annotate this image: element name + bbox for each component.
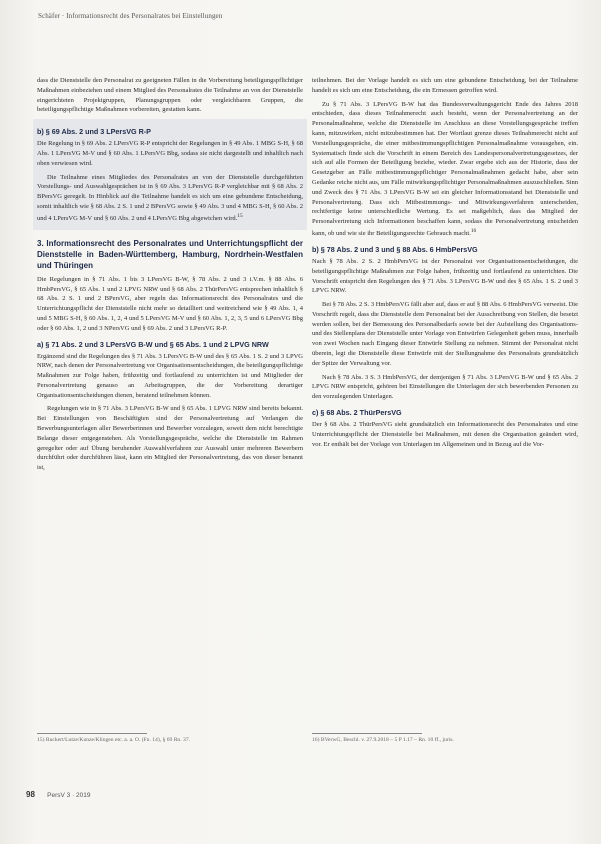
paragraph: Die Regelungen in § 71 Abs. 1 bis 3 LPersVG B-W, § 78 Abs. 2 und 3 i.V.m. § 88 Abs. 6 HmbPersVG, § 65 Abs. 1 und 2 LPVG NRW und § 68 Abs. 2 ThürPersVG entsprechen inhaltlich § 68 Abs. 2 S. 1 und 2 BPersVG, aber regeln das Informationsrecht des Personalrates und die Unterrichtungspflicht der Dienststelle nicht mehr so detailliert und weitreichend wie § 49 Abs. 1, 4 und 5 MBG S-H, § 60 Abs. 1, 2, 4 und 5 LPersVG M-V und § 60 Abs. 1, 2, 3, 5 und 6 LPersVG Bbg oder § 60 Abs. 1, 2 und 3 NPersVG und § 69 Abs. 2 und 3 LPersVG R-P. [37, 275, 303, 332]
paragraph-text: Zu § 71 Abs. 3 LPersVG B-W hat das Bundesverwaltungsgericht Ende des Jahres 2018 entschieden, dass dieses Teilnahmerecht auch besteht, wenn der Personalvertretung an der Personalmaßnahme, welche die Dienststelle im Anschluss an diese Vorstellungsgespräche treffen kann, mitzuwirken, nicht mitzubestimmen hat. Der Wortlaut grenze dieses Teilnahmerecht nicht auf Vorstellungsgespräche, die einer mitbestimmungspflichtigen Personalmaßnahme vorausgehen, ein. Systematisch finde sich die Vorschrift in einem Bereich des Landespersonalvertretungsgesetzes, der sich auf alle Formen der Beteiligung beziehe, wieder. Zwar ergebe sich aus der Historie, dass der Gesetzgeber an Fälle mitbestimmungspflichtiger Personalmaßnahmen gedacht habe, aber sein Gedanke reiche nicht aus, um Fälle mitwirkungspflichtiger Personalmaßnahmen auszuschließen. Sinn und Zweck des § 71 Abs. 3 LPersVG B-W sei ein gleicher Informationsstand bei Dienststelle und Personalvertretung. Dass sich Mitbestimmungs- und Mitwirkungsverfahren unterscheiden, rechtfertige keine unterschiedliche Wertung. Es sei maßgeblich, dass das Mitglied der Personalvertretung sich Informationen beschaffen kann, sodass die Personalvertretung entscheiden kann, ob und wie sie ihr Beteiligungsrechte Gebrauch macht. [312, 100, 578, 238]
paragraph: Nach § 78 Abs. 3 S. 3 HmbPersVG, der demjenigen § 71 Abs. 3 LPersVG B-W und § 65 Abs. 2 LPVG NRW entspricht, gehören bei Einstellungen die Unterlagen der sich bewerbenden Personen zu den vorzulegenden Unterlagen. [312, 373, 578, 401]
footnote-ref: 15 [237, 212, 243, 219]
section-heading: b) § 69 Abs. 2 und 3 LPersVG R-P [37, 127, 151, 137]
paragraph: Die Regelung in § 69 Abs. 2 LPersVG R-P entspricht der Regelungen in § 49 Abs. 1 MBG S-H, § 68 Abs. 1 LPersVG M-V und § 60 Abs. 1 LPersVG Bbg, sodass sie nicht dargestellt und inhaltlich nach oben verwiesen wird. [37, 140, 303, 167]
paragraph: Regelungen wie in § 71 Abs. 3 LPersVG B-W und § 65 Abs. 1 LPVG NRW sind bereits bekannt. Bei Einstellungen von Beschäftigten sind der Personalvertretung auf Verlangen die Bewerbungsunterlagen aller Bewerberinnen und Bewerber vorzulegen, soweit dem nicht berechtigte Belange dieser entgegenstehen. Als Vorstellungsgespräche, welche die Dienststelle im Rahmen geregelter oder auf Übung beruhender Auswahlverfahren zur Auswahl unter mehreren Bewerbern durchführt oder durchführen lässt, kann ein Mitglied der Personalvertretung, das von dieser benannt ist, [37, 405, 303, 472]
footnote-divider [37, 733, 147, 734]
page-number: 98 [26, 790, 35, 799]
paragraph-text: Die Teilnahme eines Mitgliedes des Personalrates an von der Dienststelle durchgeführten Vorstellungs- und Auswahlgesprächen ist in § 69 Abs. 3 LPersVG R-P vergleichbar mit § 68 Abs. 2 BPersVG geregelt. In Hinblick auf die Teilnahme handelt es sich um eine gebundene Entscheidung, somit inhaltlich wie § 68 Abs. 2 S. 1 und 2 BPersVG sowie § 49 Abs. 3 und 4 MBG S-H, § 60 Abs. 2 und 4 LPersVG M-V und § 60 Abs. 2 und 4 LPersVG Bbg abgewichen wird. [37, 173, 303, 222]
journal-issue: PersV 3 · 2019 [47, 792, 91, 799]
highlight-box [33, 119, 307, 230]
footnote: 16) BVerwG, Beschl. v. 27.9.2018 – 5 P 1.17 – Rn. 10 ff., juris. [312, 737, 454, 743]
section-heading: b) § 78 Abs. 2 und 3 und § 88 Abs. 6 HmbPersVG [312, 244, 478, 254]
left-column [37, 76, 303, 477]
section-heading: a) § 71 Abs. 2 und 3 LPersVG B-W und § 65 Abs. 1 und 2 LPVG NRW [37, 339, 269, 349]
paragraph: Ergänzend sind die Regelungen des § 71 Abs. 3 LPersVG B-W und des § 65 Abs. 1 S. 2 und 3 LPVG NRW, nach denen der Personalvertretung vor Organisationsentscheidungen, die beteiligungspflichtige Maßnahmen zur Folge haben, frühzeitig und fortlaufend zu unterrichten ist und Mitglieder der Personalvertretung genauso an Arbeitsgruppen, die der Vorbereitung derartiger Organisationsentscheidungen dienen, beratend teilnehmen können. [37, 352, 303, 399]
paragraph: Der § 68 Abs. 2 ThürPersVG sieht grundsätzlich ein Informationsrecht des Personalrates und eine Unterrichtungspflicht der Dienststelle bei Maßnahmen, mit denen die Organisation geändert wird, vor. Er enthält bei der Vorlage von Unterlagen im Allgemeinen und in Bezug auf die Vor- [312, 421, 578, 448]
footnote-divider [312, 733, 422, 734]
paragraph [37, 173, 303, 224]
right-column [312, 76, 578, 453]
paragraph: dass die Dienststelle den Personalrat zu geeigneten Fällen in die Vorbereitung beteiligungspflichtiger Maßnahmen einbeziehen und einem Mitglied des Personalrates die Teilnahme an von der Dienststelle eingerichteten Projektgruppen, Planungsgruppen oder vergleichbaren Gruppen, die beteiligungspflichtige Maßnahmen vorbereiten, gestatten kann. [37, 77, 303, 114]
running-head: Schäfer · Informationsrecht des Personalrates bei Einstellungen [38, 12, 223, 20]
paragraph: Bei § 78 Abs. 2 S. 3 HmbPersVG fällt aber auf, dass er auf § 88 Abs. 6 HmbPersVG verweist. Die Vorschrift regelt, dass die Dienststelle dem Personalrat bei der Ausschreibung von Stellen, die besetzt werden sollen, bei der Bemessung des Personalbedarfs sowie bei der Aufstellung des Organisations- und des Stellenplans der Dienststelle unter Vorlage von Entwürfen Gelegenheit geben muss, innerhalb von zwei Wochen nach Eingang dieser Entwürfe Stellung zu nehmen. Stimmt der Personalrat nicht überein, legt die Dienststelle diese Entwürfe mit der Stellungnahme des Personalrats grundsätzlich der Spitze der Verwaltung vor. [312, 301, 578, 367]
section-heading: c) § 68 Abs. 2 ThürPersVG [312, 408, 402, 418]
page-footer [26, 790, 91, 799]
chapter-heading: 3. Informationsrecht des Personalrates und Unterrichtungspflicht der Dienststelle in Baden-Württemberg, Hamburg, Nordrhein-Westfalen und Thüringen [37, 238, 303, 270]
footnote-ref: 16 [470, 227, 477, 234]
paragraph: Nach § 78 Abs. 2 S. 2 HmbPersVG ist der Personalrat vor Organisationsentscheidungen, die beteiligungspflichtige Maßnahmen zur Folge haben, frühzeitig und fortlaufend zu unterrichten. Die Vorschrift entspricht den Regelungen des § 71 Abs. 3 LPersVG B-W und des § 65 Abs. 1 S. 2 und 3 LPVG NRW. [312, 257, 578, 295]
footnote: 15) Ruckert/Lutze/Kunze/Klingen etc. a. a. O. (Fn. 14), § 69 Rn. 37. [37, 737, 191, 743]
paragraph [312, 100, 578, 239]
paragraph: teilnehmen. Bei der Vorlage handelt es sich um eine gebundene Entscheidung, bei der Teilnahme handelt es sich um eine Entscheidung, die ein Ermessen getroffen wird. [312, 77, 578, 94]
